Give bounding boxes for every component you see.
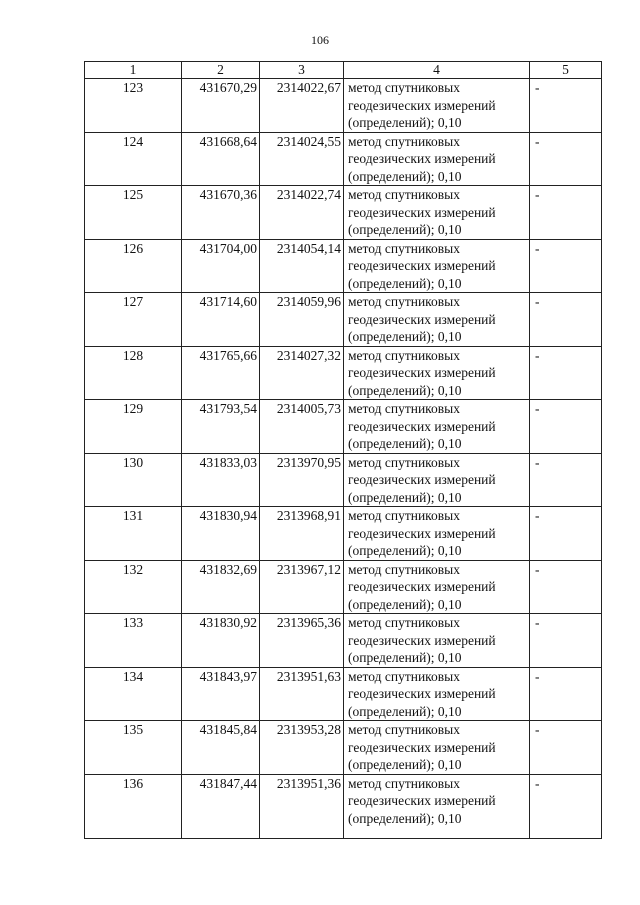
y-coordinate-cell: 2314005,73 [260, 400, 344, 454]
method-cell [344, 239, 530, 293]
method-line: (определений); 0,10 [348, 703, 462, 719]
point-number-cell: 131 [85, 507, 182, 561]
point-number-cell: 129 [85, 400, 182, 454]
method-line: метод спутниковых [348, 187, 460, 202]
method-line: (определений); 0,10 [348, 596, 462, 612]
x-coordinate-cell: 431832,69 [182, 560, 260, 614]
y-coordinate-cell: 2313970,95 [260, 453, 344, 507]
method-line: геодезических измерений [348, 97, 496, 113]
table-row [85, 614, 602, 668]
table-row [85, 132, 602, 186]
point-number-cell: 126 [85, 239, 182, 293]
y-coordinate-cell: 2313967,12 [260, 560, 344, 614]
method-line: геодезических измерений [348, 204, 496, 220]
method-line: геодезических измерений [348, 525, 496, 541]
note-cell: - [530, 614, 602, 668]
table-row [85, 667, 602, 721]
x-coordinate-cell: 431704,00 [182, 239, 260, 293]
method-line: геодезических измерений [348, 418, 496, 434]
table-body [85, 79, 602, 839]
point-number-cell: 135 [85, 721, 182, 775]
method-cell [344, 453, 530, 507]
note-cell: - [530, 239, 602, 293]
method-line: метод спутниковых [348, 561, 460, 577]
coordinates-table [84, 61, 602, 839]
x-coordinate-cell: 431830,92 [182, 614, 260, 668]
column-header-4: 4 [344, 62, 530, 79]
method-line: геодезических измерений [348, 686, 496, 701]
header-row [85, 62, 602, 79]
method-line: геодезических измерений [348, 258, 496, 273]
table-row [85, 293, 602, 347]
x-coordinate-cell: 431668,64 [182, 132, 260, 186]
x-coordinate-cell: 431847,44 [182, 774, 260, 838]
note-cell: - [530, 453, 602, 507]
column-header-1: 1 [85, 62, 182, 79]
method-line: геодезических измерений [348, 579, 496, 594]
x-coordinate-cell: 431843,97 [182, 667, 260, 721]
method-line: (определений); 0,10 [348, 489, 462, 505]
method-line: (определений); 0,10 [348, 810, 462, 826]
method-line: (определений); 0,10 [348, 436, 462, 451]
table-row [85, 721, 602, 775]
method-line: метод спутниковых [348, 454, 460, 470]
point-number-cell: 130 [85, 453, 182, 507]
method-cell [344, 614, 530, 668]
method-cell [344, 186, 530, 240]
note-cell: - [530, 346, 602, 400]
method-cell [344, 507, 530, 561]
method-line: метод спутниковых [348, 668, 460, 684]
y-coordinate-cell: 2314022,67 [260, 79, 344, 133]
method-cell [344, 774, 530, 838]
point-number-cell: 133 [85, 614, 182, 668]
method-line: метод спутниковых [348, 240, 460, 256]
method-cell [344, 667, 530, 721]
y-coordinate-cell: 2314024,55 [260, 132, 344, 186]
table-row [85, 79, 602, 133]
point-number-cell: 134 [85, 667, 182, 721]
point-number-cell: 127 [85, 293, 182, 347]
note-cell: - [530, 132, 602, 186]
method-line: геодезических измерений [348, 739, 496, 755]
note-cell: - [530, 507, 602, 561]
x-coordinate-cell: 431670,29 [182, 79, 260, 133]
note-cell: - [530, 774, 602, 838]
method-line: геодезических измерений [348, 472, 496, 487]
method-line: метод спутниковых [348, 722, 460, 737]
method-line: (определений); 0,10 [348, 168, 462, 184]
y-coordinate-cell: 2314027,32 [260, 346, 344, 400]
x-coordinate-cell: 431765,66 [182, 346, 260, 400]
y-coordinate-cell: 2313965,36 [260, 614, 344, 668]
method-line: геодезических измерений [348, 311, 496, 327]
table-row [85, 186, 602, 240]
method-cell [344, 560, 530, 614]
method-line: (определений); 0,10 [348, 222, 462, 237]
point-number-cell: 124 [85, 132, 182, 186]
note-cell: - [530, 721, 602, 775]
method-line: метод спутниковых [348, 133, 460, 149]
note-cell: - [530, 667, 602, 721]
method-line: метод спутниковых [348, 615, 460, 630]
x-coordinate-cell: 431845,84 [182, 721, 260, 775]
method-cell [344, 132, 530, 186]
method-line: (определений); 0,10 [348, 543, 462, 558]
x-coordinate-cell: 431714,60 [182, 293, 260, 347]
method-cell [344, 346, 530, 400]
method-line: геодезических измерений [348, 365, 496, 380]
method-line: (определений); 0,10 [348, 275, 462, 291]
y-coordinate-cell: 2314022,74 [260, 186, 344, 240]
y-coordinate-cell: 2313953,28 [260, 721, 344, 775]
x-coordinate-cell: 431670,36 [182, 186, 260, 240]
note-cell: - [530, 560, 602, 614]
table-row [85, 453, 602, 507]
table-header [85, 62, 602, 79]
column-header-2: 2 [182, 62, 260, 79]
column-header-5: 5 [530, 62, 602, 79]
table-row [85, 346, 602, 400]
method-line: метод спутниковых [348, 347, 460, 363]
method-cell [344, 79, 530, 133]
method-cell [344, 293, 530, 347]
method-line: метод спутниковых [348, 80, 460, 95]
method-line: (определений); 0,10 [348, 382, 462, 398]
column-header-3: 3 [260, 62, 344, 79]
y-coordinate-cell: 2313951,36 [260, 774, 344, 838]
table-row [85, 560, 602, 614]
method-cell [344, 721, 530, 775]
table-row [85, 774, 602, 838]
x-coordinate-cell: 431830,94 [182, 507, 260, 561]
point-number-cell: 125 [85, 186, 182, 240]
table-row [85, 239, 602, 293]
point-number-cell: 132 [85, 560, 182, 614]
y-coordinate-cell: 2314054,14 [260, 239, 344, 293]
note-cell: - [530, 79, 602, 133]
x-coordinate-cell: 431833,03 [182, 453, 260, 507]
method-line: геодезических измерений [348, 151, 496, 166]
note-cell: - [530, 400, 602, 454]
point-number-cell: 136 [85, 774, 182, 838]
point-number-cell: 123 [85, 79, 182, 133]
point-number-cell: 128 [85, 346, 182, 400]
note-cell: - [530, 186, 602, 240]
method-line: геодезических измерений [348, 793, 496, 808]
page-number: 106 [311, 33, 329, 47]
method-line: метод спутниковых [348, 294, 460, 309]
x-coordinate-cell: 431793,54 [182, 400, 260, 454]
y-coordinate-cell: 2314059,96 [260, 293, 344, 347]
table-row [85, 507, 602, 561]
y-coordinate-cell: 2313951,63 [260, 667, 344, 721]
note-cell: - [530, 293, 602, 347]
table-row [85, 400, 602, 454]
method-line: метод спутниковых [348, 508, 460, 523]
method-line: (определений); 0,10 [348, 329, 462, 344]
method-line: (определений); 0,10 [348, 757, 462, 772]
method-line: метод спутниковых [348, 775, 460, 791]
method-line: (определений); 0,10 [348, 115, 462, 130]
method-line: (определений); 0,10 [348, 650, 462, 665]
y-coordinate-cell: 2313968,91 [260, 507, 344, 561]
method-line: метод спутниковых [348, 401, 460, 416]
method-line: геодезических измерений [348, 632, 496, 648]
method-cell [344, 400, 530, 454]
